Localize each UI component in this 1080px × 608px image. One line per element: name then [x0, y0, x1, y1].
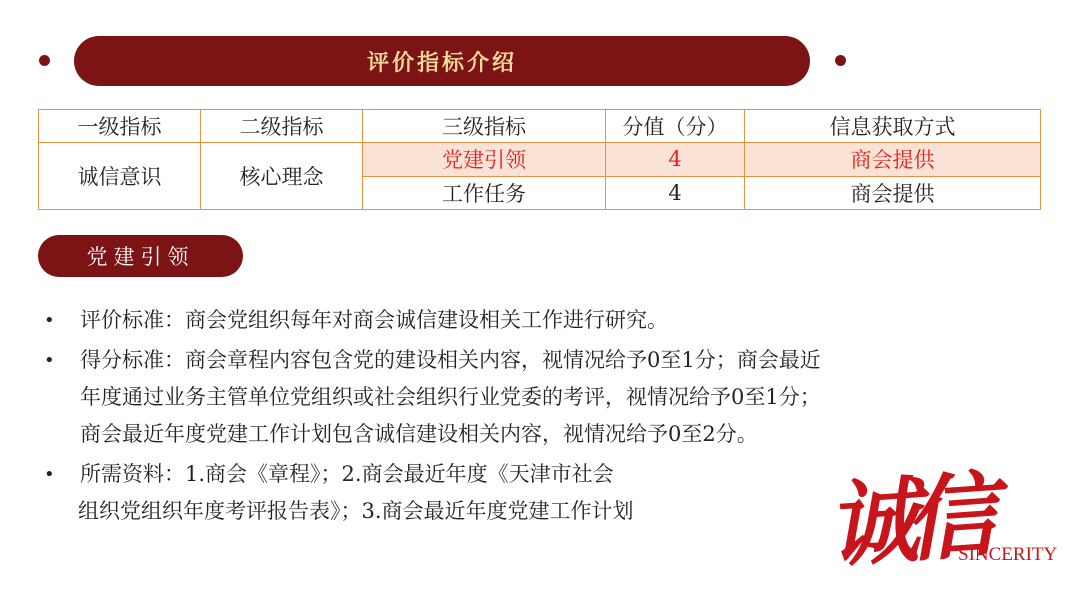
bullet-line: 年度通过业务主管单位党组织或社会组织行业党委的考评，视情况给予0至1分； [80, 385, 821, 409]
cell-score: 4 [606, 143, 745, 177]
bullet-mark: • [44, 310, 55, 331]
bullet-mark: • [44, 350, 55, 371]
bullet-mark: • [44, 464, 55, 485]
indicator-table [38, 109, 1041, 210]
header-score: 分值（分） [606, 110, 745, 143]
list-item [40, 302, 1040, 339]
logo-subtitle: SINCERITY [958, 544, 1058, 565]
sincerity-logo [820, 452, 1070, 602]
list-item [40, 342, 1040, 453]
logo-text: 诚信 [822, 461, 987, 581]
header-level3: 三级指标 [363, 110, 606, 143]
cell-source: 商会提供 [745, 143, 1041, 177]
bullet-line: 组织党组织年度考评报告表》；3.商会最近年度党建工作计划 [78, 499, 634, 523]
left-decor-dot [39, 55, 50, 66]
cell-level1: 诚信意识 [39, 143, 201, 210]
section-label-pill [38, 235, 243, 277]
right-decor-dot [835, 55, 846, 66]
cell-level3: 党建引领 [363, 143, 606, 177]
bullet-line: 得分标准：商会章程内容包含党的建设相关内容，视情况给予0至1分；商会最近 [80, 348, 821, 372]
header-level2: 二级指标 [201, 110, 363, 143]
header-source: 信息获取方式 [745, 110, 1041, 143]
section-label: 党建引领 [86, 245, 195, 269]
bullet-line: 评价标准：商会党组织每年对商会诚信建设相关工作进行研究。 [80, 308, 668, 332]
header-level1: 一级指标 [39, 110, 201, 143]
cell-source: 商会提供 [745, 176, 1041, 210]
bullet-line: 商会最近年度党建工作计划包含诚信建设相关内容，视情况给予0至2分。 [80, 422, 758, 446]
page-title: 评价指标介绍 [366, 50, 517, 76]
table-row [39, 143, 1041, 177]
cell-score: 4 [606, 176, 745, 210]
header-banner [74, 36, 810, 86]
table-header-row [39, 110, 1041, 143]
cell-level3: 工作任务 [363, 176, 606, 210]
cell-level2: 核心理念 [201, 143, 363, 210]
bullet-line: 所需资料：1.商会《章程》；2.商会最近年度《天津市社会 [80, 462, 614, 486]
